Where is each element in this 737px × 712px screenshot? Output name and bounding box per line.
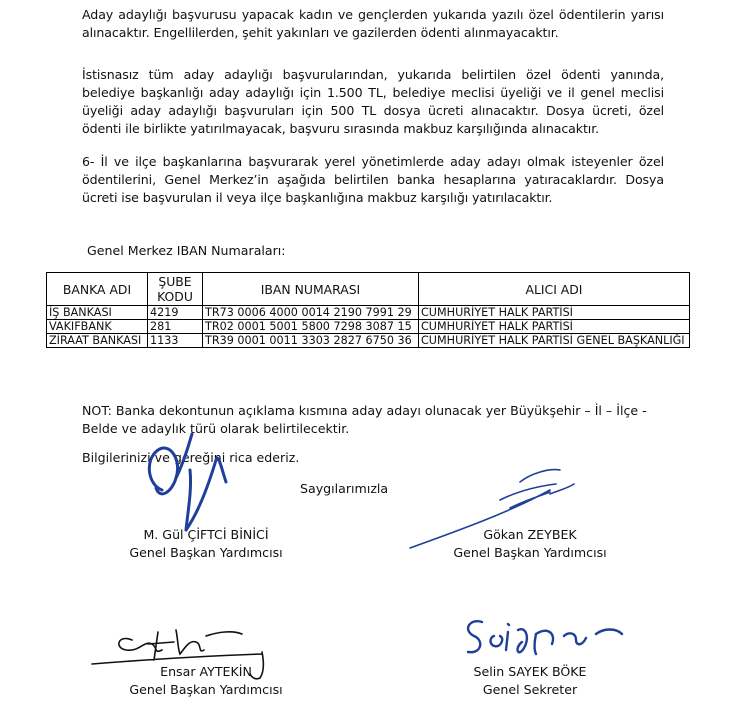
paragraph-file-fee: İstisnasız tüm aday adaylığı başvurularından, yukarıda belirtilen özel ödenti yanında, belediye başkanlığı aday adaylığı için 1.500 TL, belediye meclisi üyeliği ve il genel meclisi üyeliği aday adaylığı başvuruları için 500 TL dosya ücreti alınacaktır. Dosya ücreti, özel ödenti ile birlikte yatırılmayacak, başvuru sırasında makbuz karşılığında alınacaktır.: [82, 67, 664, 136]
header-branch: ŞUBE KODU: [148, 273, 203, 306]
note-text: NOT: Banka dekontunun açıklama kısmına aday adayı olunacak yer Büyükşehir – İl – İlçe - Belde ve adaylık türü olarak belirtilecektir.: [82, 403, 647, 436]
signature-sayek-boke: [456, 610, 636, 670]
signatory-name: Gökan ZEYBEK: [483, 527, 577, 542]
cell-branch: 1133: [148, 334, 203, 348]
cell-bank: ZİRAAT BANKASI: [47, 334, 148, 348]
header-bank: BANKA ADI: [47, 273, 148, 306]
cell-iban: TR73 0006 4000 0014 2190 7991 29: [203, 306, 419, 320]
signatory-name: Ensar AYTEKİN: [160, 664, 252, 679]
cell-branch: 281: [148, 320, 203, 334]
signatory-name: M. Gül ÇİFTCİ BİNİCİ: [143, 527, 269, 542]
cell-bank: İŞ BANKASI: [47, 306, 148, 320]
signatory-title: Genel Başkan Yardımcısı: [129, 682, 283, 697]
cell-branch: 4219: [148, 306, 203, 320]
iban-table: [46, 272, 690, 348]
header-recipient: ALICI ADI: [419, 273, 690, 306]
table-row: [47, 334, 690, 348]
header-iban: IBAN NUMARASI: [203, 273, 419, 306]
paragraph-payment-instructions: 6- İl ve ilçe başkanlarına başvurarak yerel yönetimlerde aday adayı olmak isteyenler özel ödentilerini, Genel Merkez’in aşağıda belirtilen banka hesaplarına yatıracaklardır. Dosya ücreti ise başvurulan il veya ilçe başkanlığına makbuz karşılığı yatırılacaktır.: [82, 154, 664, 205]
signatory-aytekin: [96, 663, 316, 699]
signature-ciftci-binici: [130, 430, 250, 540]
cell-recipient: CUMHURİYET HALK PARTİSİ GENEL BAŞKANLIĞI: [419, 334, 690, 348]
cell-recipient: CUMHURİYET HALK PARTİSİ: [419, 306, 690, 320]
signatory-title: Genel Başkan Yardımcısı: [453, 545, 607, 560]
cell-bank: VAKIFBANK: [47, 320, 148, 334]
regards-text: Saygılarımızla: [300, 481, 389, 496]
table-header-row: [47, 273, 690, 306]
cell-recipient: CUMHURİYET HALK PARTİSİ: [419, 320, 690, 334]
request-text: Bilgilerinizi ve gereğini rica ederiz.: [82, 450, 300, 465]
paragraph-fee-discount: Aday adaylığı başvurusu yapacak kadın ve gençlerden yukarıda yazılı özel ödentilerin yarısı alınacaktır. Engellilerden, şehit yakınları ve gazilerden ödenti alınmayacaktır.: [82, 7, 664, 40]
cell-iban: TR02 0001 5001 5800 7298 3087 15: [203, 320, 419, 334]
table-row: [47, 306, 690, 320]
cell-iban: TR39 0001 0011 3303 2827 6750 36: [203, 334, 419, 348]
iban-section-title: Genel Merkez IBAN Numaraları:: [87, 243, 286, 258]
signatory-title: Genel Sekreter: [482, 682, 578, 697]
signatory-ciftci-binici: [96, 526, 316, 562]
signatory-name: Selin SAYEK BÖKE: [473, 664, 587, 679]
table-row: [47, 320, 690, 334]
signatory-title: Genel Başkan Yardımcısı: [129, 545, 283, 560]
signatory-zeybek: [420, 526, 640, 562]
signatory-sayek-boke: [420, 663, 640, 699]
